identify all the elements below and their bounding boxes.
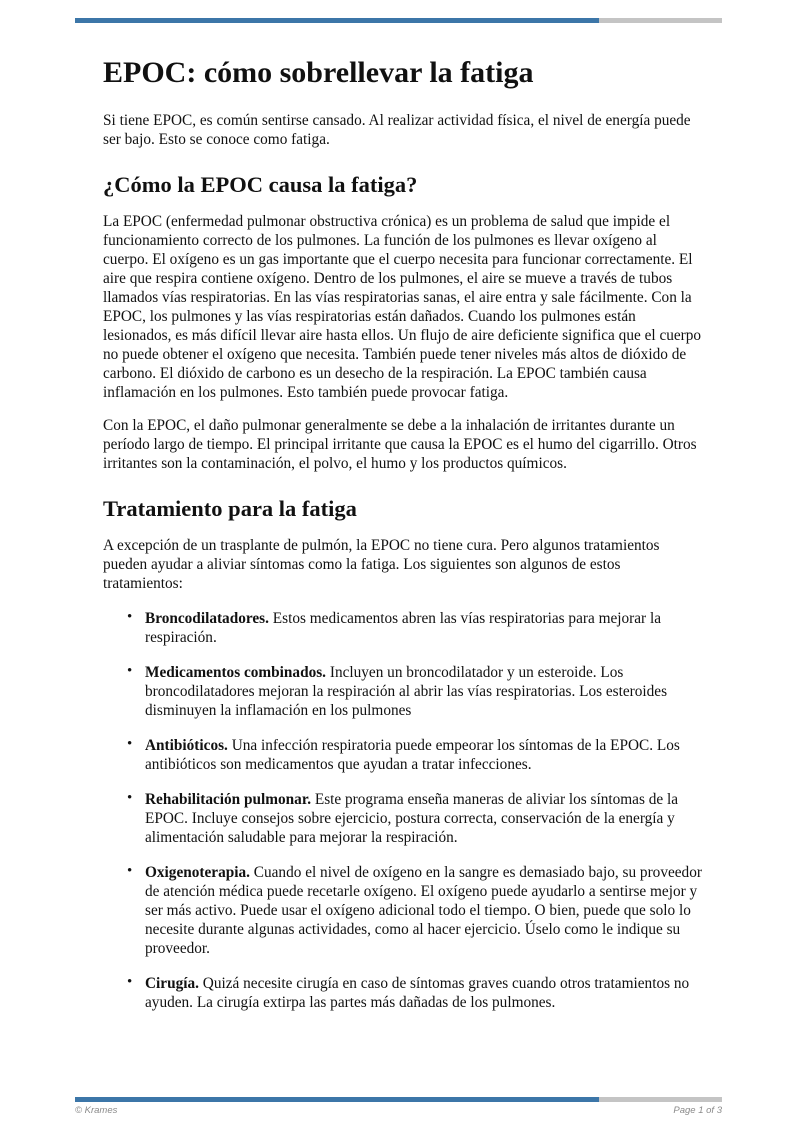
treatment-name: Rehabilitación pulmonar. xyxy=(145,791,312,808)
footer-accent-bar xyxy=(75,1097,722,1102)
treatment-name: Medicamentos combinados. xyxy=(145,664,327,681)
treatment-name: Cirugía. xyxy=(145,975,199,992)
treatment-intro-paragraph: A excepción de un trasplante de pulmón, la EPOC no tiene cura. Pero algunos tratamientos pueden ayudar a aliviar síntomas como la fatiga. Los siguientes son algunos de estos tratamientos: xyxy=(103,537,660,592)
treatment-name: Antibióticos. xyxy=(145,737,228,754)
bullet-icon: • xyxy=(127,863,133,879)
page-number: Page 1 of 3 xyxy=(673,1105,722,1116)
section-heading-causes: ¿Cómo la EPOC causa la fatiga? xyxy=(103,172,418,197)
treatment-list xyxy=(103,609,703,1012)
treatment-description: Una infección respiratoria puede empeorar los síntomas de la EPOC. Los antibióticos son medicamentos que ayudan a tratar infecciones. xyxy=(145,737,680,773)
bullet-icon: • xyxy=(127,663,133,679)
bullet-icon: • xyxy=(127,790,133,806)
copyright-text: © Krames xyxy=(75,1105,118,1116)
intro-paragraph: Si tiene EPOC, es común sentirse cansado. Al realizar actividad física, el nivel de energía puede ser bajo. Esto se conoce como fatiga. xyxy=(103,112,691,148)
list-item xyxy=(103,974,703,1012)
bullet-icon: • xyxy=(127,974,133,990)
causes-paragraph-2: Con la EPOC, el daño pulmonar generalmente se debe a la inhalación de irritantes durante un período largo de tiempo. El principal irritante que causa la EPOC es el humo del cigarrillo. Otros irritantes son la contaminación, el polvo, el humo y los productos químicos. xyxy=(103,417,697,472)
list-item xyxy=(103,863,703,958)
page-title: EPOC: cómo sobrellevar la fatiga xyxy=(103,56,534,89)
bullet-icon: • xyxy=(127,736,133,752)
footer-accent-bar-blue xyxy=(75,1097,599,1102)
bullet-icon: • xyxy=(127,609,133,625)
list-item xyxy=(103,663,703,720)
treatment-description: Quizá necesite cirugía en caso de síntomas graves cuando otros tratamientos no ayuden. La cirugía extirpa las partes más dañadas de los pulmones. xyxy=(145,975,690,1011)
treatment-description: Este programa enseña maneras de aliviar los síntomas de la EPOC. Incluye consejos sobre ejercicio, postura correcta, conservación de la energía y alimentación saludable para mejorar la respiración. xyxy=(145,791,679,846)
treatment-description: Incluyen un broncodilatador y un esteroide. Los broncodilatadores mejoran la respiración al abrir las vías respiratorias. Los esteroides disminuyen la inflamación en los pulmones xyxy=(145,664,668,719)
list-item xyxy=(103,790,703,847)
causes-paragraph-1: La EPOC (enfermedad pulmonar obstructiva crónica) es un problema de salud que impide el funcionamiento correcto de los pulmones. La función de los pulmones es llevar oxígeno al cuerpo. El oxígeno es un gas importante que el cuerpo necesita para funcionar correctamente. El aire que respira contiene oxígeno. Dentro de los pulmones, el aire se mueve a través de tubos llamados vías respiratorias. En las vías respiratorias sanas, el aire entra y sale fácilmente. Con la EPOC, los pulmones y las vías respiratorias están dañados. Cuando los pulmones están lesionados, es más difícil llevar aire hasta ellos. Un flujo de aire deficiente significa que el cuerpo no puede obtener el oxígeno que necesita. También puede tener niveles más altos de dióxido de carbono. El dióxido de carbono es un desecho de la respiración. La EPOC también causa inflamación en los pulmones. Esto también puede provocar fatiga. xyxy=(103,213,702,401)
treatment-description: Estos medicamentos abren las vías respiratorias para mejorar la respiración. xyxy=(145,610,662,646)
section-heading-treatment: Tratamiento para la fatiga xyxy=(103,496,357,521)
treatment-description: Cuando el nivel de oxígeno en la sangre es demasiado bajo, su proveedor de atención médica puede recetarle oxígeno. El oxígeno puede ayudarlo a sentirse mejor y ser más activo. Puede usar el oxígeno adicional todo el tiempo. O bien, puede que solo lo necesite durante algunas actividades, como al hacer ejercicio. Úselo como le indique su proveedor. xyxy=(145,864,702,957)
list-item xyxy=(103,609,703,647)
treatment-name: Oxigenoterapia. xyxy=(145,864,250,881)
footer-text-row xyxy=(75,1105,722,1116)
document-content xyxy=(103,23,703,1028)
treatment-name: Broncodilatadores. xyxy=(145,610,269,627)
page-footer xyxy=(75,1097,722,1116)
list-item xyxy=(103,736,703,774)
